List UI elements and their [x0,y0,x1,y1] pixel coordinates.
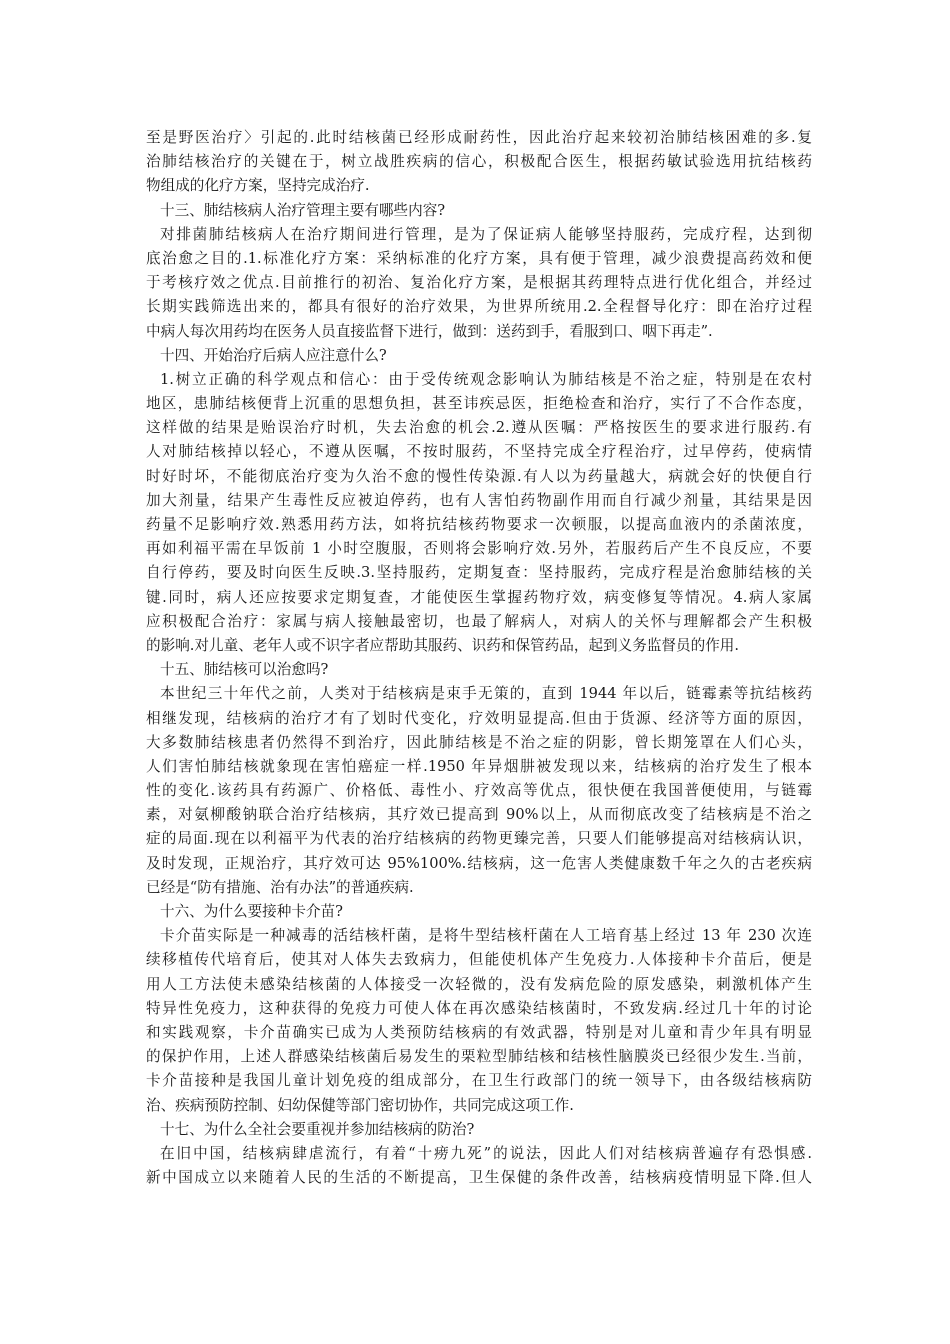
text-line: 十四、开始治疗后病人应注意什么? [160,346,387,364]
text-line: 物组成的化疗方案，坚持完成治疗. [146,177,370,195]
text-line: 十五、肺结核可以治愈吗? [160,661,329,679]
document-page [146,126,812,1190]
text-line: 再如利福平需在早饭前 1 小时空腹服，否则将会影响疗效.另外，若服药后产生不良反应，不要 [146,540,812,558]
text-line: 对排菌肺结核病人在治疗期间进行管理，是为了保证病人能够坚持服药，完成疗程，达到彻 [160,225,812,243]
text-line: 药量不足影响疗效.熟悉用药方法，如将抗结核药物要求一次顿服，以提高血液内的杀菌浓度， [146,516,812,533]
text-line: 用人工方法使未感染结核菌的人体接受一次轻微的，没有发病危险的原发感染，刺激机体产生 [146,975,812,993]
text-line: 中病人每次用药均在医务人员直接监督下进行，做到：送药到手，看服到口、咽下再走”. [146,322,713,340]
text-line: 特异性免疫力，这种获得的免疫力可使人体在再次感染结核菌时，不致发病.经过几十年的讨论 [146,999,812,1017]
text-line: 1.树立正确的科学观点和信心：由于受传统观念影响认为肺结核是不治之症，特别是在农村 [160,370,812,388]
text-line: 这样做的结果是贻误治疗时机，失去治愈的机会.2.遵从医嘱：严格按医生的要求进行服药.有 [146,419,812,437]
text-line: 加大剂量，结果产生毒性反应被迫停药，也有人害怕药物副作用而自行减少剂量，其结果是因 [146,491,812,509]
text-line: 人们害怕肺结核就象现在害怕癌症一样.1950 年异烟肼被发现以来，结核病的治疗发生了根本 [146,757,812,775]
text-line: 和实践观察，卡介苗确实已成为人类预防结核病的有效武器，特别是对儿童和青少年具有明显 [146,1023,812,1041]
text-line: 于考核疗效之优点.目前推行的初治、复治化疗方案，是根据其药理特点进行优化组合，并经过 [146,274,812,292]
text-line: 大多数肺结核患者仍然得不到治疗，因此肺结核是不治之症的阴影，曾长期笼罩在人们心头， [146,733,812,751]
text-line: 的保护作用，上述人群感染结核菌后易发生的栗粒型肺结核和结核性脑膜炎已经很少发生.当前， [146,1048,812,1066]
text-line: 自行停药，要及时向医生反映.3.坚持服药，定期复查：坚持服药，完成疗程是治愈肺结核的关 [146,564,812,582]
text-line: 治、疾病预防控制、妇幼保健等部门密切协作，共同完成这项工作. [146,1096,574,1114]
text-line: 在旧中国，结核病肆虐流行，有着“十痨九死”的说法，因此人们对结核病普遍存有恐惧感. [160,1144,812,1162]
text-line: 续移植传代培育后，使其对人体失去致病力，但能使机体产生免疫力.人体接种卡介苗后，便是 [146,951,812,969]
text-line: 应积极配合治疗：家属与病人接触最密切，也最了解病人，对病人的关怀与理解都会产生积极 [146,612,812,630]
text-line: 十七、为什么全社会要重视并参加结核病的防治? [160,1120,475,1138]
text-line: 的影响.对儿童、老年人或不识字者应帮助其服药、识药和保管药品，起到义务监督员的作用. [146,636,740,654]
text-line: 及时发现，正规治疗，其疗效可达 95%100%.结核病，这一危害人类健康数千年之久的古老疾病 [146,854,812,872]
text-line: 长期实践筛选出来的，都具有很好的治疗效果，为世界所统用.2.全程督导化疗：即在治疗过程 [146,298,812,316]
text-line: 治肺结核治疗的关键在于，树立战胜疾病的信心，积极配合医生，根据药敏试验选用抗结核药 [146,153,812,171]
text-line: 卡介苗接种是我国儿童计划免疫的组成部分，在卫生行政部门的统一领导下，由各级结核病防 [146,1072,812,1090]
text-line: 十三、肺结核病人治疗管理主要有哪些内容? [160,201,446,219]
text-line: 已经是“防有措施、治有办法”的普通疾病. [146,878,414,896]
text-line: 本世纪三十年代之前，人类对于结核病是束手无策的，直到 1944 年以后，链霉素等抗结核药 [160,685,812,703]
text-line: 十六、为什么要接种卡介苗? [160,903,343,920]
text-line: 人对肺结核掉以轻心，不遵从医嘱，不按时服药，不坚持完成全疗程治疗，过早停药，使病情 [146,443,812,461]
text-line: 底治愈之目的.1.标准化疗方案：采纳标准的化疗方案，具有便于管理，减少浪费提高药效和便 [146,249,812,267]
text-line: 相继发现，结核病的治疗才有了划时代变化，疗效明显提高.但由于货源、经济等方面的原因， [146,709,812,727]
text-line: 卡介苗实际是一种减毒的活结核杆菌，是将牛型结核杆菌在人工培育基上经过 13 年 230 次连 [160,927,812,945]
text-line: 地区，患肺结核便背上沉重的思想负担，甚至讳疾忌医，拒绝检查和治疗，实行了不合作态度， [146,395,812,413]
text-line: 新中国成立以来随着人民的生活的不断提高，卫生保健的条件改善，结核病疫情明显下降.但人 [146,1169,812,1187]
text-line: 至是野医治疗〉引起的.此时结核菌已经形成耐药性，因此治疗起来较初治肺结核困难的多.复 [146,129,812,146]
text-line: 性的变化.该药具有药源广、价格低、毒性小、疗效高等优点，很快便在我国普便使用，与链霉 [146,782,812,800]
text-line: 素，对氨柳酸钠联合治疗结核病，其疗效已提高到 90%以上，从而彻底改变了结核病是不治之 [146,806,812,824]
text-line: 症的局面.现在以利福平为代表的治疗结核病的药物更臻完善，只要人们能够提高对结核病认识， [146,830,812,848]
text-line: 键.同时，病人还应按要求定期复查，才能使医生掌握药物疗效，病变修复等情况。4.病人家属 [146,588,812,606]
text-line: 时好时坏，不能彻底治疗变为久治不愈的慢性传染源.有人以为药量越大，病就会好的快便自行 [146,467,812,485]
